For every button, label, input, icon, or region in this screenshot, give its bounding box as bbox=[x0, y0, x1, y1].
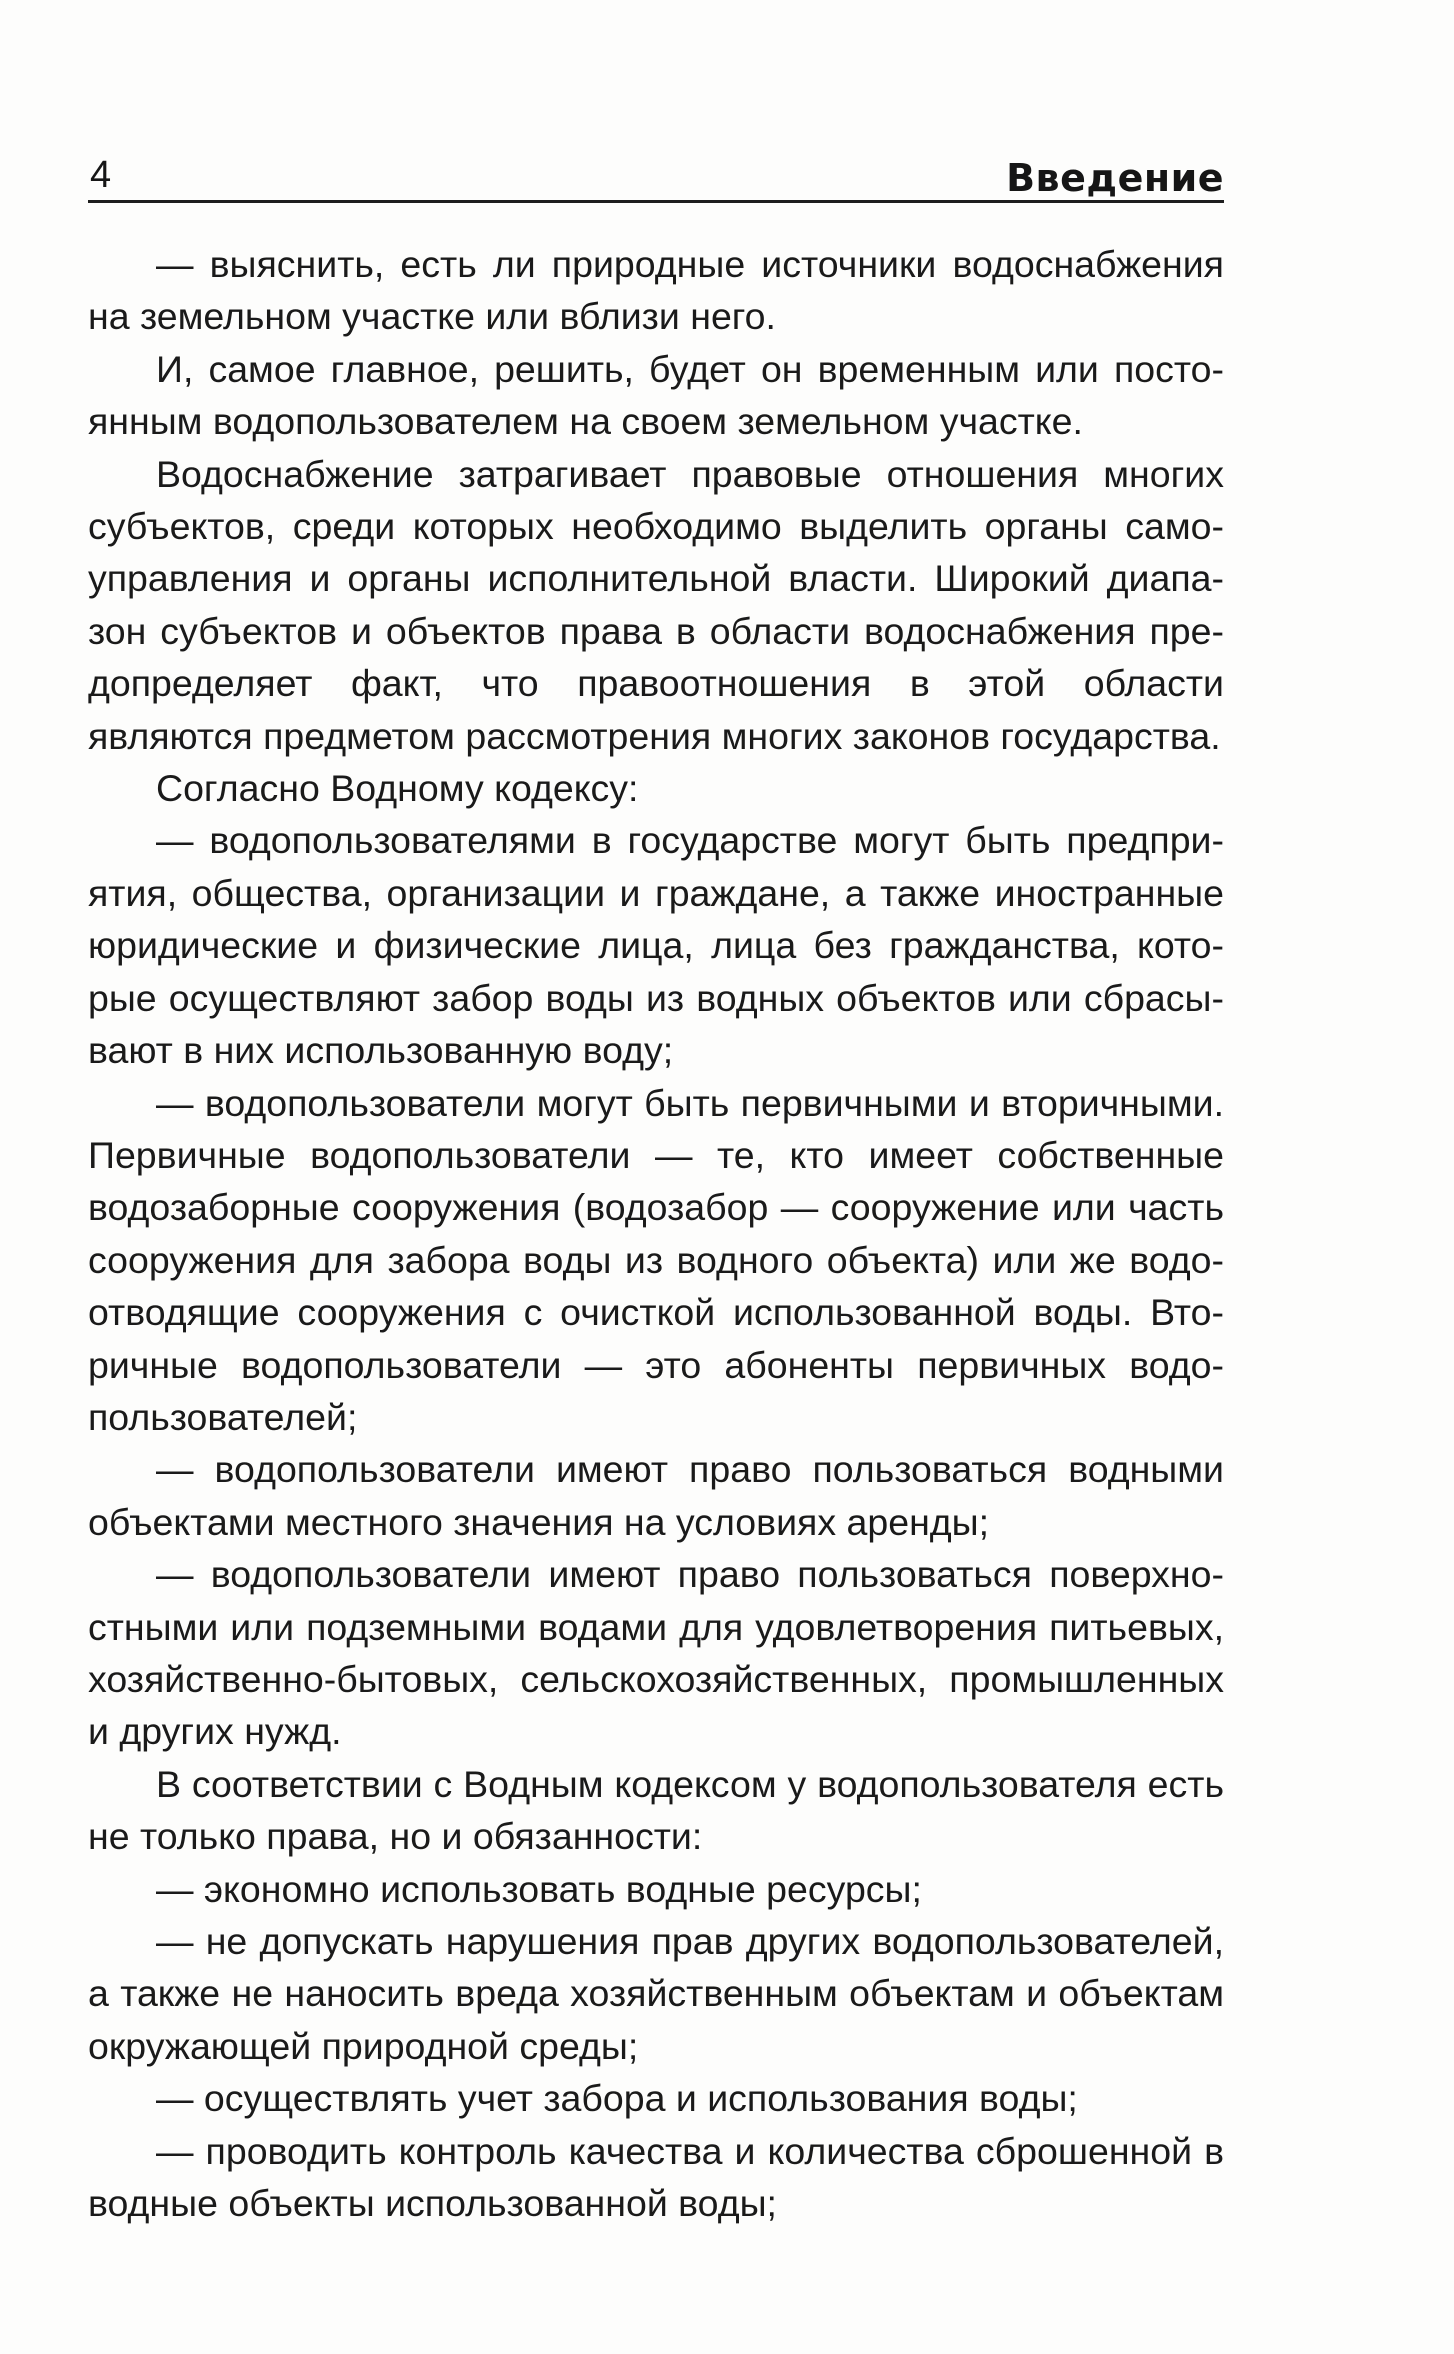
list-item: — осуществлять учет забора и использования воды; bbox=[156, 2077, 1078, 2120]
list-item: — не допускать нарушения прав других водопользователей, а также не наносить вреда хозяйственным объектам и объектам окружающей природной среды; bbox=[88, 1920, 1224, 2067]
paragraph: И, самое главное, решить, будет он временным или постоянным водопользователем на своем земельном участке. bbox=[88, 347, 1224, 443]
header-rule bbox=[88, 200, 1224, 203]
list-item: — водопользователи имеют право пользоваться поверхностными или подземными водами для удовлетворения питьевых, хозяйственно-бытовых, сельскохозяйственных, промышленных и других нужд. bbox=[88, 1553, 1224, 1753]
paragraph: Водоснабжение затрагивает правовые отношения многих субъектов, среди которых необходимо выделить органы самоуправления и органы исполнительной власти. Широкий диапазон субъектов и объектов права в области водоснабжения предопределяет факт, что правоотношения в этой области являются предметом рассмотрения многих законов государства. bbox=[88, 452, 1224, 757]
page-number: 4 bbox=[90, 154, 112, 196]
list-item: — водопользователи имеют право пользоваться водными объектами местного значения на условиях аренды; bbox=[88, 1448, 1224, 1543]
list-item: — проводить контроль качества и количества сброшенной в водные объекты использованной воды; bbox=[88, 2129, 1224, 2225]
paragraph: Согласно Водному кодексу: bbox=[156, 767, 639, 810]
paragraph: — выяснить, есть ли природные источники водоснабжения на земельном участке или вблизи него. bbox=[88, 243, 1224, 338]
paragraph: В соответствии с Водным кодексом у водопользователя есть не только права, но и обязанности: bbox=[88, 1762, 1224, 1858]
list-item: — водопользователями в государстве могут быть предприятия, общества, организации и граждане, а также иностранные юридические и физические лица, лица без гражданства, которые осуществляют забор воды из водных объектов или сбрасывают в них использованную воду; bbox=[88, 819, 1224, 1072]
body-text bbox=[88, 238, 1224, 2229]
running-header bbox=[88, 150, 1224, 210]
section-title: Введение bbox=[1006, 156, 1224, 200]
list-item: — экономно использовать водные ресурсы; bbox=[156, 1867, 922, 1910]
list-item: — водопользователи могут быть первичными и вторичными. Первичные водопользователи — те, кто имеет собственные водозаборные сооружения (водозабор — сооружение или часть сооружения для забора воды из водного объекта) или же водоотводящие сооружения с очисткой использованной воды. Вторичные водопользователи — это абоненты первичных водопользователей; bbox=[88, 1081, 1224, 1438]
